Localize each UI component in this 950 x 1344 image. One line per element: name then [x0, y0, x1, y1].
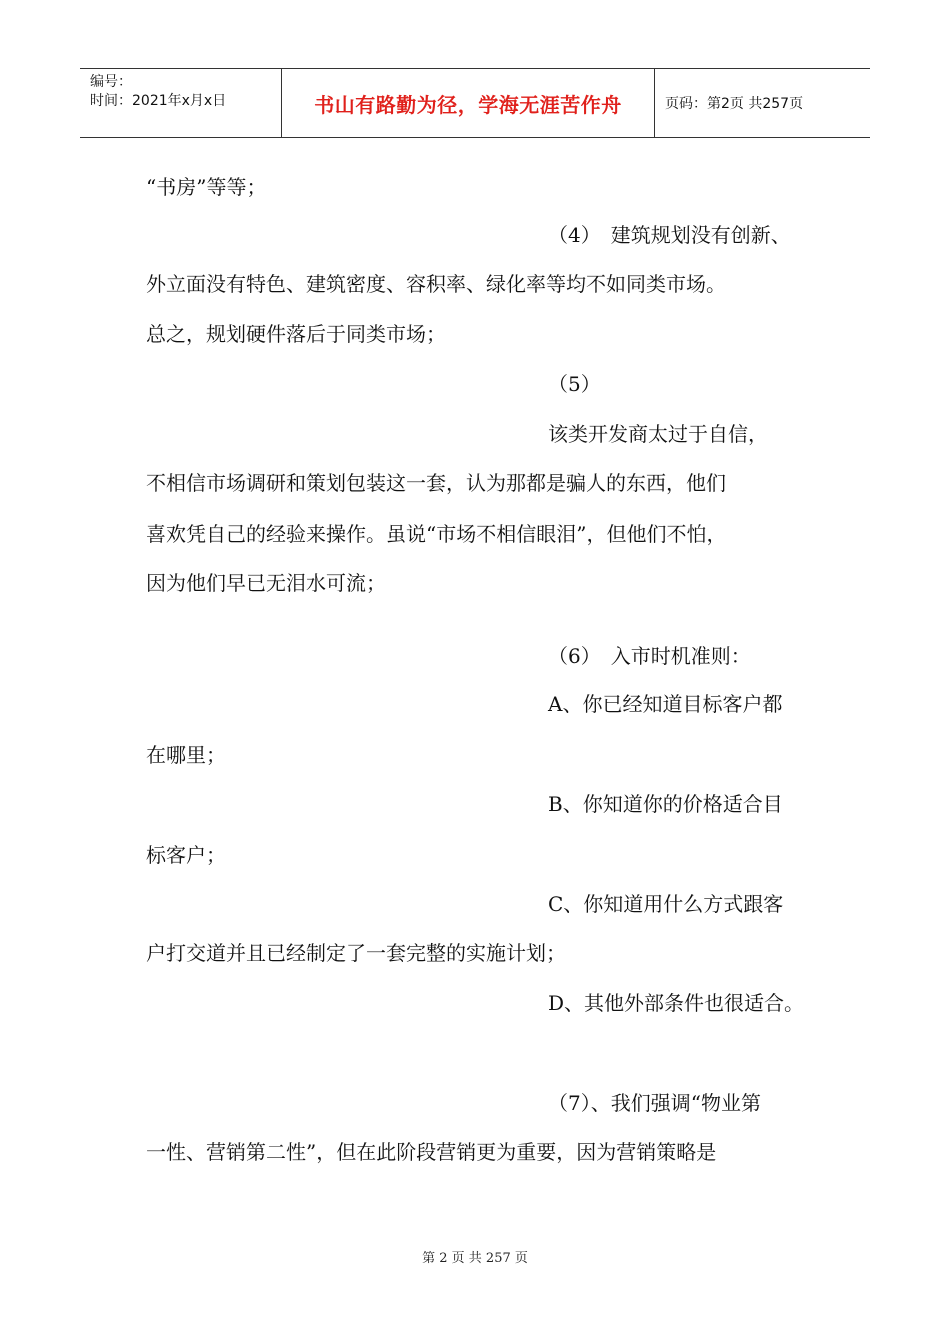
body-line: 在哪里；	[146, 743, 226, 767]
header-meta-cell	[80, 69, 281, 137]
header-page-label: 页码：第2页 共257页	[665, 96, 804, 112]
body-line: （6） 入市时机准则：	[548, 644, 751, 668]
body-line: 因为他们早已无泪水可流；	[146, 571, 386, 595]
header-motto-cell	[281, 69, 655, 137]
body-line: （7）、我们强调“物业第	[548, 1091, 761, 1115]
page-footer: 第 2 页 共 257 页	[422, 1251, 528, 1266]
body-line: 标客户；	[146, 843, 226, 867]
body-line: C、你知道用什么方式跟客	[548, 892, 784, 916]
number-label: 编号：	[90, 74, 132, 90]
body-line: 喜欢凭自己的经验来操作。虽说“市场不相信眼泪”，但他们不怕，	[146, 522, 727, 546]
body-line: 总之，规划硬件落后于同类市场；	[146, 322, 446, 346]
header-page-cell	[655, 69, 870, 137]
header-motto: 书山有路勤为径，学海无涯苦作舟	[314, 92, 622, 117]
body-line: “书房”等等；	[146, 175, 267, 199]
body-line: A、你已经知道目标客户都	[548, 692, 783, 716]
body-line: D、其他外部条件也很适合。	[548, 991, 805, 1015]
body-line: （4） 建筑规划没有创新、	[548, 223, 791, 247]
body-line: 一性、营销第二性”，但在此阶段营销更为重要，因为营销策略是	[146, 1140, 717, 1164]
body-line: 户打交道并且已经制定了一套完整的实施计划；	[146, 941, 566, 965]
body-line: B、你知道你的价格适合目	[548, 792, 783, 816]
date-label: 时间：2021年x月x日	[90, 93, 227, 109]
body-line: 不相信市场调研和策划包装这一套，认为那都是骗人的东西，他们	[146, 471, 726, 495]
body-line: 该类开发商太过于自信，	[548, 422, 768, 446]
body-line: （5）	[548, 372, 601, 396]
document-header	[80, 68, 870, 138]
body-line: 外立面没有特色、建筑密度、容积率、绿化率等均不如同类市场。	[146, 272, 726, 296]
